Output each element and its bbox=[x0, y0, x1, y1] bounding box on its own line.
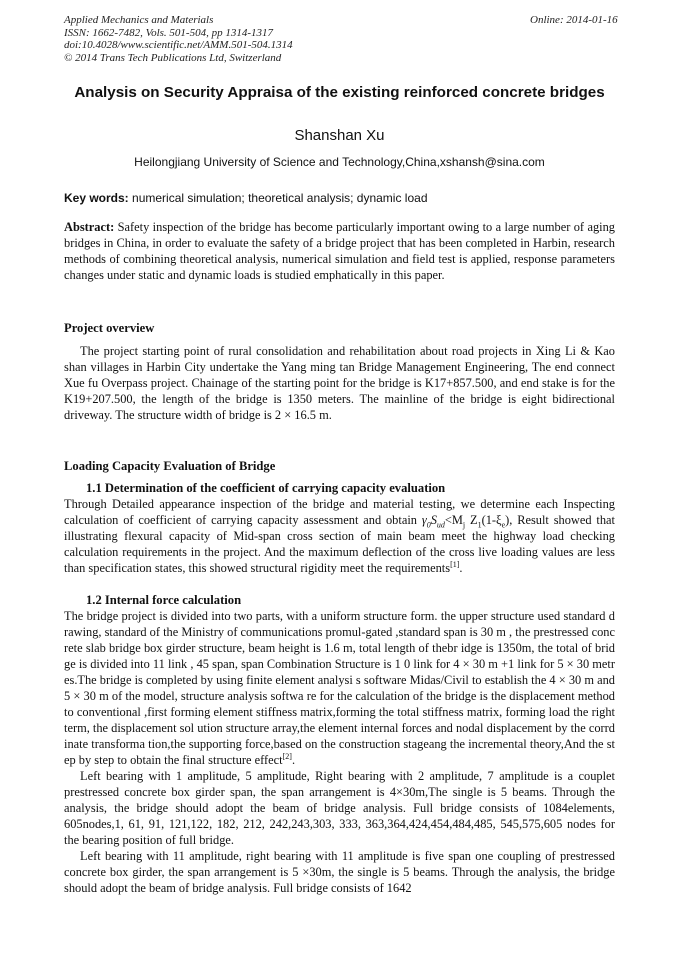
author-affiliation: Heilongjiang University of Science and Technology,China,xshansh@sina.com bbox=[134, 155, 545, 169]
citation-2: [2] bbox=[282, 751, 292, 761]
abstract-label: Abstract: bbox=[64, 220, 115, 234]
subsection-1-1-body bbox=[64, 496, 615, 576]
journal-name: Applied Mechanics and Materials bbox=[64, 14, 214, 26]
issn-line: ISSN: 1662-7482, Vols. 501-504, pp 1314-1317 bbox=[64, 26, 273, 39]
online-date: Online: 2014-01-16 bbox=[530, 14, 618, 26]
keywords-label: Key words: bbox=[64, 191, 129, 205]
abstract-text: Safety inspection of the bridge has become particularly important owing to a large number of aging bridges in China, in order to evaluate the safety of a bridge project that has been completed in Harbin, research methods of combining theoretical analysis, numerical simulation and field test is applied, response parameters changes under static and dynamic loads is studied emphatically in this paper. bbox=[64, 220, 615, 282]
overview-section bbox=[64, 343, 615, 423]
paper-title: Analysis on Security Appraisa of the existing reinforced concrete bridges bbox=[74, 84, 605, 101]
capacity-formula: $\gamma_0S_{ud}<M_j$ $Z_1(1-\xi_e)$ bbox=[421, 513, 510, 530]
subsection-1-1-paragraph: Through Detailed appearance inspection of the bridge and material testing, we determine each Inspecting calculation of coefficient of carrying capacity assessment and obtain $\gamma_0S_{ud}<M_j$ $Z_1(1-\xi_e)$, Result showed that illustrating flexural capacity of Mid-span cross section of main beam meet the highway load checking calculation requirements in the project. And the maximum deflection of the cross live loading values are less than specification states, this showed structural rigidity meet the requirements[1]. bbox=[64, 497, 615, 575]
copyright-line: © 2014 Trans Tech Publications Ltd, Switzerland bbox=[64, 51, 282, 64]
keywords-text: numerical simulation; theoretical analysis; dynamic load bbox=[128, 191, 428, 205]
subsection-1-2-body bbox=[64, 608, 615, 896]
overview-paragraph: The project starting point of rural consolidation and rehabilitation about road projects in Xing Li & Kao shan villages in Harbin City undertake the Yang ming tan Bridge Management Engineering, The end connect Xue fu Overpass project. Chainage of the starting point for the bridge is K17+857.500, and end stake is for the K19+207.500, the length of the bridge is 1350 meters. The mainline of the bridge is eight bidirectional driveway. The structure width of bridge is 2 × 16.5 m. bbox=[64, 344, 615, 422]
section-heading-overview: Project overview bbox=[64, 321, 155, 335]
citation-1: [1] bbox=[450, 559, 460, 569]
bearing-paragraph-1: Left bearing with 1 amplitude, 5 amplitude, Right bearing with 2 amplitude, 7 amplitude is a couplet prestressed concrete box girder span, the span arrangement is 4×30m,The single is 5 beams. Through the analysis, the bridge should adopt the beam of bridge analysis. Full bridge consists of 1084elements, 605nodes,1, 61, 91, 121,122, 182, 212, 242,243,303, 333, 363,364,424,454,484,485, 545,575,605 nodes for the bearing position of full bridge. bbox=[64, 769, 615, 847]
section-heading-loading: Loading Capacity Evaluation of Bridge bbox=[64, 459, 276, 473]
keywords bbox=[64, 191, 428, 206]
doi-line: doi:10.4028/www.scientific.net/AMM.501-504.1314 bbox=[64, 39, 293, 51]
subsection-1-2-paragraph: The bridge project is divided into two parts, with a uniform structure form. the upper structure used standard drawing, standard of the Ministry of communications promul-gated ,standard span is 30 m , the prestressed concrete slab bridge box girder structure, beam height is 1.6 m, total length of thebr idge is 1350m, the total of bridge is divided into 11 link , 45 span, span Combination Structure is 1 0 link for 4 × 30 m +1 link for 5 × 30 metres.The bridge is completed by using finite element analysi s software Midas/Civil to establish the 4 × 30 m and 5 × 30 m of the model, structure analysis softwa re for the calculation of the bridge is the displacement method to conventional ,first forming element stiffness matrix,forming the total stiffness matrix, forming load the right term, the displacement sol ution structure array,the element internal forces and nodal displacement by the corrdinate transforma tion,the supporting force,based on the construction stageang the incremental theory,And the step by step to obtain the final structure effect[2]. bbox=[64, 609, 615, 767]
journal-header bbox=[64, 14, 293, 64]
bearing-paragraph-2: Left bearing with 11 amplitude, right bearing with 11 amplitude is five span one coupling of prestressed concrete box girder, the span arrangement is 5 ×30m, the single is 5 beams. Through the analysis, the bridge should adopt the beam of bridge analysis. Full bridge consists of 1642 bbox=[64, 849, 615, 895]
abstract bbox=[64, 219, 615, 283]
subsection-heading-1-2: 1.2 Internal force calculation bbox=[86, 593, 242, 607]
author-name: Shanshan Xu bbox=[294, 127, 385, 144]
subsection-heading-1-1: 1.1 Determination of the coefficient of carrying capacity evaluation bbox=[86, 481, 446, 495]
